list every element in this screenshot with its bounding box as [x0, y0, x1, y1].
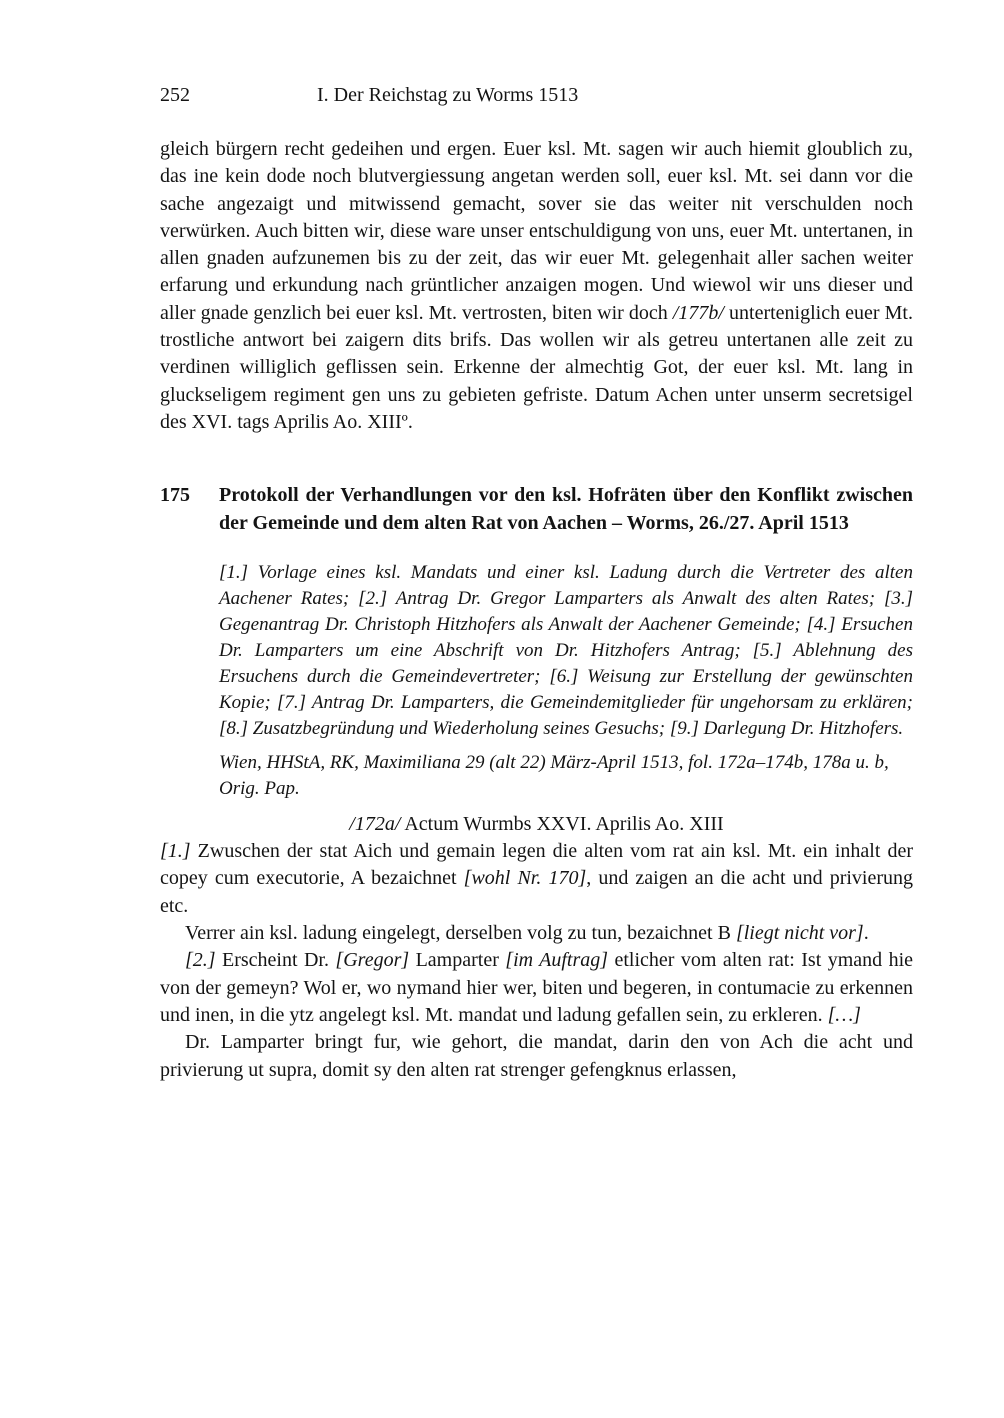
- editorial-note-im-auftrag: [im Auftrag]: [505, 949, 615, 972]
- paragraph-1-text-1: Zwuschen der stat Aich und gemain legen die alten vom rat ain ksl. Mt. ein inhalt der copey cum executorie, A bezaichnet: [160, 840, 913, 890]
- paragraph-3: [160, 947, 913, 1029]
- actum-text: Actum Wurmbs XXVI. Aprilis Ao. XIII: [400, 812, 724, 835]
- editorial-marker-1: [1.]: [160, 840, 198, 863]
- editorial-note-gregor: [Gregor]: [335, 949, 416, 972]
- paragraph-3-text-2: Lamparter: [415, 949, 506, 972]
- editorial-ellipsis: […]: [827, 1003, 861, 1026]
- paragraph-1-text-2: , und zaigen an die acht und privierung etc.: [160, 867, 914, 917]
- opening-text-1: gleich bürgern recht gedeihen und ergen. Euer ksl. Mt. sagen wir auch hiemit gloublich zu, das ine kein dode noch blutvergiessung angetan werden soll, euer ksl. Mt. sei dann vor die sache angezaigt und mitwissend gemacht, sover sie das weiter nit verschulden noch verwürken. Auch bitten wir, diese ware unser entschuldigung von uns, euer Mt. untertanen, in allen gnaden aufzunemen bis zu der zeit, das wir euer Mt. gelegenhait aller sachen weiter erfarung und erkundung nach grüntlicher anzaigen mogen. Und wiewol wir uns dieser und aller gnade genzlich bei euer ksl. Mt. vertrosten, biten wir doch: [160, 138, 913, 324]
- entry-heading: [160, 482, 913, 537]
- editorial-note-nr170: [wohl Nr. 170]: [463, 867, 587, 890]
- page-number: 252: [160, 84, 190, 106]
- entry-title: Protokoll der Verhandlungen vor den ksl. Hofräten über den Konflikt zwischen der Gemeinde und dem alten Rat von Aachen – Worms, 26./27. April 1513: [219, 484, 913, 534]
- folio-marker-177b: /177b/: [672, 301, 724, 324]
- paragraph-2-text-2: .: [863, 922, 869, 945]
- paragraph-3-text-3: etlicher vom alten rat: Ist ymand hie von der gemeyn? Wol er, wo nymand hier wer, biten und begeren, in contumacie zu erkennen und inen, in die ytz angelegt ksl. Mt. mandat und ladung gefallen sein, zu erkleren.: [160, 949, 914, 1026]
- folio-marker-172a: /172a/: [349, 812, 401, 835]
- actum-line: [160, 811, 913, 838]
- running-header: [160, 82, 913, 110]
- archive-reference: Wien, HHStA, RK, Maximiliana 29 (alt 22) März-April 1513, fol. 172a–174b, 178a u. b, Orig. Pap.: [219, 751, 889, 799]
- text-column: [160, 82, 913, 1084]
- paragraph-2-text-1: Verrer ain ksl. ladung eingelegt, derselben volg zu tun, bezaichnet B: [185, 922, 736, 945]
- paragraph-1: [160, 838, 913, 920]
- paragraph-4: [160, 1029, 913, 1084]
- running-title: I. Der Reichstag zu Worms 1513: [317, 84, 579, 106]
- editorial-note-liegt-nicht-vor: [liegt nicht vor]: [735, 922, 864, 945]
- opening-text-2: unterteniglich euer Mt. trostliche antwort bei zaigern dits brifs. Das wollen wir als getreu untertanen alle zeit zu verdinen williglich geflissen sein. Erkenne der almechtig Got, der euer ksl. Mt. lang in gluckseligem regiment gen uns zu gebieten gefriste. Datum Achen unter unserm secretsigel des XVI. tags Aprilis Ao. XIIIº.: [160, 301, 913, 433]
- opening-paragraph: [160, 136, 913, 436]
- entry-summary: [1.] Vorlage eines ksl. Mandats und einer ksl. Ladung durch die Vertreter des alten Aachener Rates; [2.] Antrag Dr. Gregor Lamparters als Anwalt des alten Rates; [3.] Gegenantrag Dr. Christoph Hitzhofers als Anwalt der Aachener Gemeinde; [4.] Ersuchen Dr. Lamparters um eine Abschrift von Dr. Hitzhofers Antrag; [5.] Ablehnung des Ersuchens durch die Gemeindevertreter; [6.] Weisung zur Erstellung der gewünschten Kopie; [7.] Antrag Dr. Lamparters, die Gemeindemitglieder für ungehorsam zu erklären; [8.] Zusatzbegründung und Wiederholung seines Gesuchs; [9.] Darlegung Dr. Hitzhofers.: [219, 561, 913, 739]
- editorial-marker-2: [2.]: [185, 949, 223, 972]
- paragraph-4-text-1: Dr. Lamparter bringt fur, wie gehort, die mandat, darin den von Ach die acht und privierung ut supra, domit sy den alten rat strenger gefengknus erlassen,: [160, 1031, 913, 1081]
- entry-number: 175: [160, 484, 190, 507]
- paragraph-3-text-1: Erscheint Dr.: [222, 949, 336, 972]
- paragraph-2: [160, 920, 913, 947]
